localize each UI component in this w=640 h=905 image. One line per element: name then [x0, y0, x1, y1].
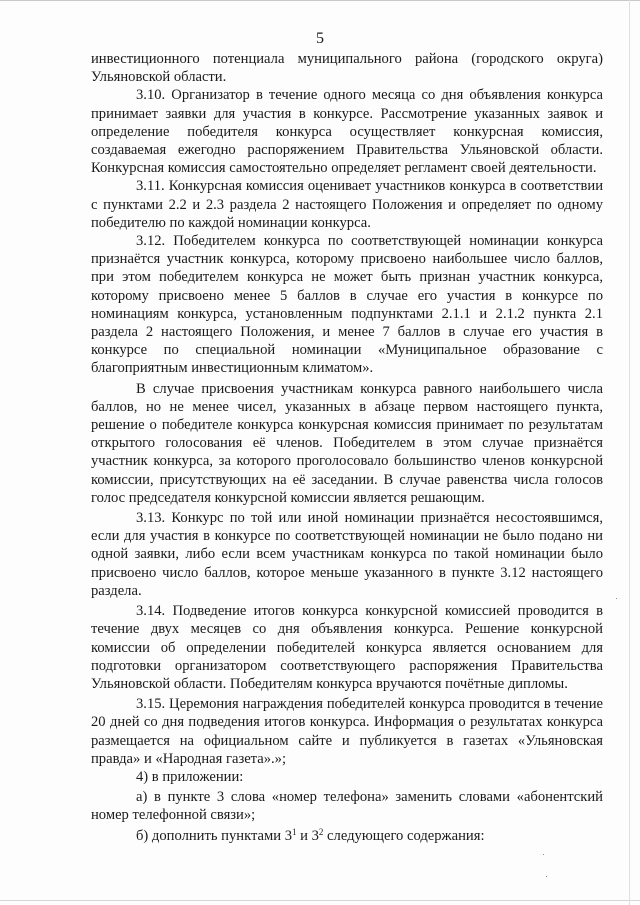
page-number: 5 — [316, 30, 324, 47]
scan-edge-bottom — [0, 900, 640, 901]
paragraph-continuation: инвестиционного потенциала муниципального района (городского округа) Ульяновской области. — [91, 51, 603, 86]
paragraph-3-15: 3.15. Церемония награждения победителей конкурса проводится в течение 20 дней со дня подведения итогов конкурса. Информация о результатах конкурса размещается на официальном сайте и публикуется в газетах «Ульяновская правда» и «Народная газета».»; — [91, 696, 603, 767]
list-item-4b-end: следующего содержания: — [323, 827, 485, 844]
superscript-1: 1 — [292, 826, 297, 837]
list-item-4: 4) в приложении: — [136, 768, 244, 785]
superscript-2: 2 — [318, 826, 324, 837]
paragraph-3-12-second: В случае присвоения участникам конкурса равного наибольшего числа баллов, но не менее чисел, указанных в абзаце первом настоящего пункта, решение о победителе конкурса конкурсная комиссия принимает по результатам открытого голосования её членов. Победителем в этом случае признаётся участник конкурса, за которого проголосовало большинство членов конкурсной комиссии, присутствующих на её заседании. В случае равенства числа голосов голос председателя конкурсной комиссии является решающим. — [91, 380, 603, 506]
list-item-4b-start: б) дополнить пунктами 3 — [136, 827, 292, 844]
paragraph-3-13: 3.13. Конкурс по той или иной номинации признаётся несостоявшимся, если для участия в конкурсе по соответствующей номинации не было подано ни одной заявки, либо если всем участникам конкурса по такой номинации было присвоено число баллов, которое меньше указанного в пункте 3.12 настоящего раздела. — [91, 510, 603, 599]
list-item-4b-middle: и 3 — [296, 827, 319, 844]
scan-speck — [616, 598, 617, 599]
list-item-4b — [91, 827, 603, 845]
paragraph-3-12: 3.12. Победителем конкурса по соответствующей номинации конкурса признаётся участник конкурса, которому присвоено наибольшее число баллов, при этом победителем конкурса не может быть признан участник конкурса, которому присвоено менее 5 баллов в случае его участия в конкурсе по номинациям конкурса, установленным подпунктами 2.1.1 и 2.1.2 пункта 2.1 раздела 2 настоящего Положения, и менее 7 баллов в случае его участия в конкурсе по специальной номинации «Муниципальное образование с благоприятным инвестиционным климатом». — [91, 233, 603, 377]
scan-speck — [546, 876, 547, 877]
paragraph-3-10: 3.10. Организатор в течение одного месяца со дня объявления конкурса принимает заявки для участия в конкурсе. Рассмотрение указанных заявок и определение победителя конкурса осуществляет конкурсная комиссия, создаваемая ежегодно распоряжением Правительства Ульяновской области. Конкурсная комиссия самостоятельно определяет регламент своей деятельности. — [91, 87, 603, 177]
paragraph-3-11: 3.11. Конкурсная комиссия оценивает участников конкурса в соответствии с пунктами 2.2 и 2.3 раздела 2 настоящего Положения и определяет по одному победителю по каждой номинации конкурса. — [91, 178, 603, 231]
scan-edge-top — [0, 0, 640, 1]
document-body — [91, 50, 603, 845]
scan-edge-right — [629, 0, 630, 905]
paragraph-3-14: 3.14. Подведение итогов конкурса конкурсной комиссией проводится в течение двух месяцев со дня объявления конкурса. Решение конкурсной комиссии об определении победителей конкурса является основанием для подготовки организатором соответствующего распоряжения Правительства Ульяновской области. Победителям конкурса вручаются почётные дипломы. — [91, 603, 603, 692]
list-item-4a: а) в пункте 3 слова «номер телефона» заменить словами «абонентский номер телефонной связи»; — [91, 789, 603, 824]
scan-speck — [543, 854, 544, 855]
